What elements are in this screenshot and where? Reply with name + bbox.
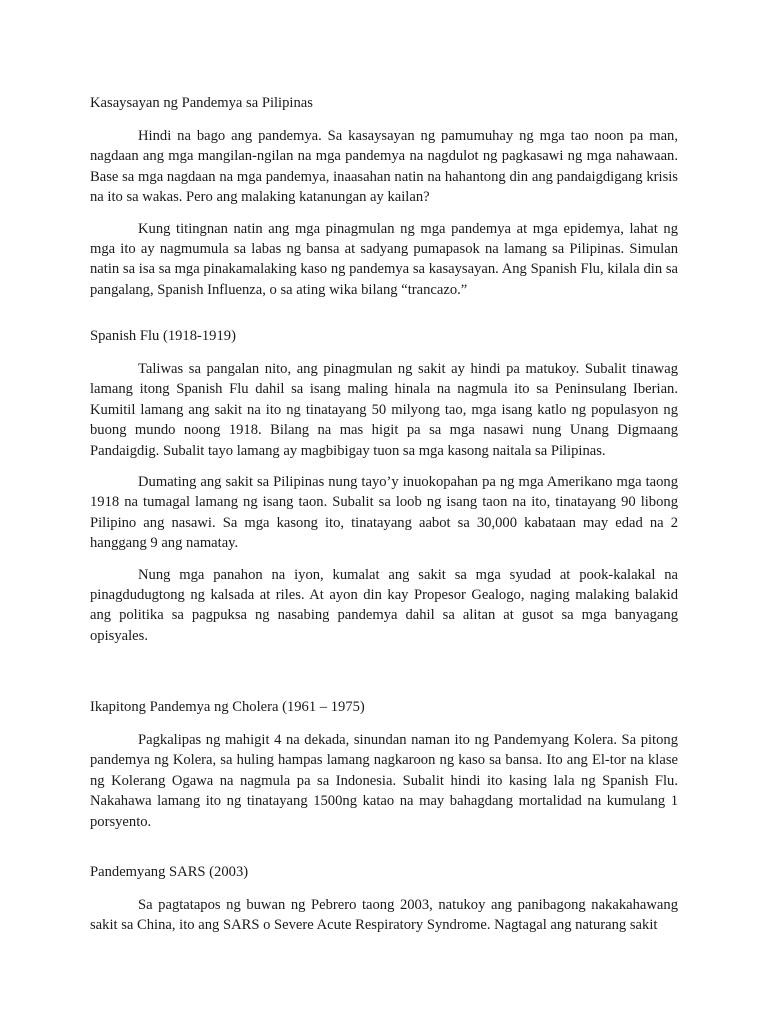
section-spanish-flu [90, 326, 678, 646]
paragraph: Pagkalipas ng mahigit 4 na dekada, sinundan naman ito ng Pandemyang Kolera. Sa pitong pandemya ng Kolera, sa huling hampas lamang nagkaroon ng kaso sa bansa. Ito ang El-tor na klase ng Kolerang Ogawa na nagmula pa sa Indonesia. Subalit hindi ito kasing lala ng Spanish Flu. Nakahawa lamang ito ng tinatayang 1500ng katao na may bahagdang mortalidad na kumulang 1 porsyento. [90, 732, 678, 830]
section-heading: Ikapitong Pandemya ng Cholera (1961 – 1975) [90, 699, 365, 715]
section-heading: Spanish Flu (1918-1919) [90, 328, 236, 344]
section-heading: Pandemyang SARS (2003) [90, 864, 249, 880]
paragraph: Kung titingnan natin ang mga pinagmulan ng mga pandemya at mga epidemya, lahat ng mga ito ay nagmumula sa labas ng bansa at sadyang pumapasok na lamang sa Pilipinas. Simulan natin sa isa sa mga pinakamalaking kaso ng pandemya sa kasaysayan. Ang Spanish Flu, kilala din sa pangalang, Spanish Influenza, o sa ating wika bilang “trancazo.” [90, 220, 678, 298]
section-heading: Kasaysayan ng Pandemya sa Pilipinas [90, 95, 313, 111]
section-kasaysayan [90, 93, 678, 300]
paragraph: Hindi na bago ang pandemya. Sa kasaysayan ng pamumuhay ng mga tao noon pa man, nagdaan ang mga mangilan-ngilan na mga pandemya na nagdulot ng pagkasawi ng mga nahawaan. Base sa mga nagdaan na mga pandemya, inaasahan natin na hahantong din ang pandaigdigang krisis na ito sa wakas. Pero ang malaking katanungan ay kailan? [90, 128, 678, 206]
section-cholera [90, 697, 678, 832]
section-sars [90, 862, 678, 936]
paragraph: Sa pagtatapos ng buwan ng Pebrero taong 2003, natukoy ang panibagong nakakahawang sakit sa China, ito ang SARS o Severe Acute Respiratory Syndrome. Nagtagal ang naturang sakit [90, 897, 678, 934]
paragraph: Dumating ang sakit sa Pilipinas nung tayo’y inuokopahan pa ng mga Amerikano mga taong 1918 na tumagal lamang ng isang taon. Subalit sa loob ng isang taon na ito, tinatayang 90 libong Pilipino ang nasawi. Sa mga kasong ito, tinatayang aabot sa 30,000 kabataan may edad na 2 hanggang 9 ang namatay. [90, 474, 678, 552]
paragraph: Taliwas sa pangalan nito, ang pinagmulan ng sakit ay hindi pa matukoy. Subalit tinawag lamang itong Spanish Flu dahil sa isang maling hinala na nagmula ito sa Peninsulang Iberian. Kumitil lamang ang sakit na ito ng tinatayang 50 milyong tao, mga isang katlo ng populasyon ng buong mundo noong 1918. Bilang na mas higit pa sa mga nasawi nung Unang Digmaang Pandaigdig. Subalit tayo lamang ay magbibigay tuon sa mga kasong naitala sa Pilipinas. [90, 361, 678, 459]
paragraph: Nung mga panahon na iyon, kumalat ang sakit sa mga syudad at pook-kalakal na pinagdudugtong ng kalsada at riles. At ayon din kay Propesor Gealogo, naging malaking balakid ang politika sa pagpuksa ng nasabing pandemya dahil sa alitan at gusot sa mga banyagang opisyales. [90, 566, 678, 644]
